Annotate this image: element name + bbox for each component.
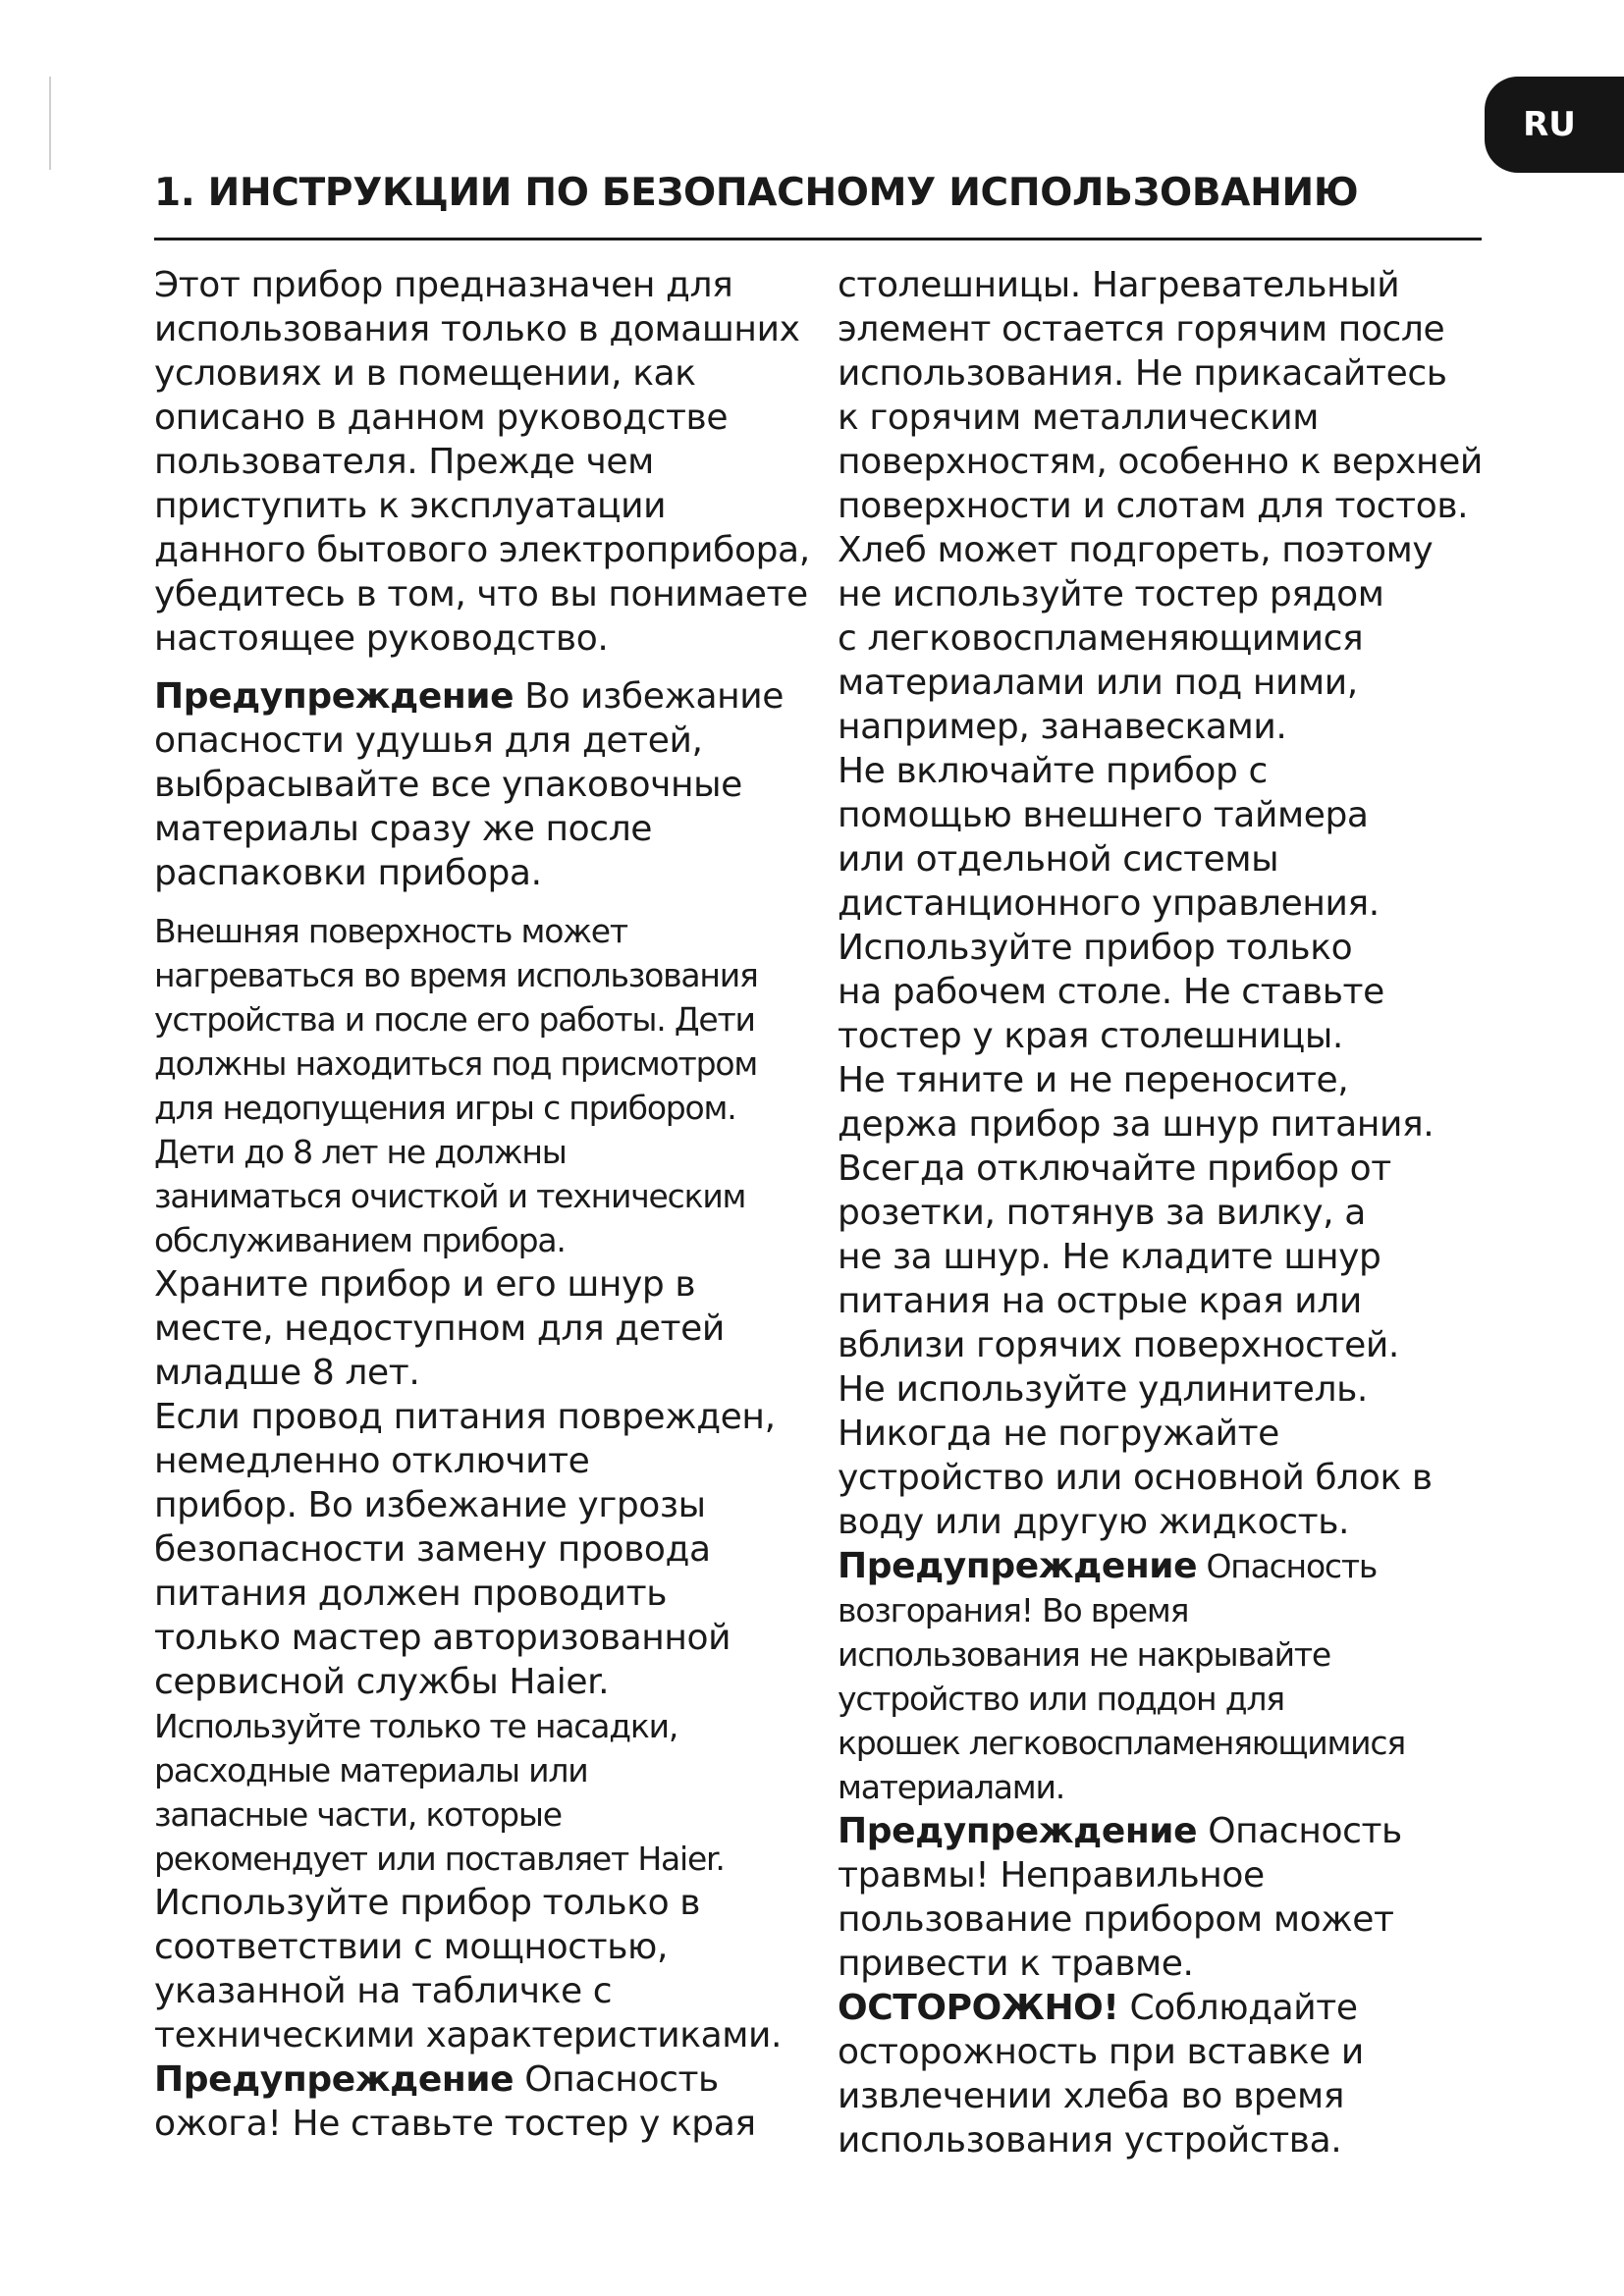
left-column bbox=[154, 263, 822, 2146]
fire-warning-paragraph bbox=[838, 1544, 1495, 1809]
accessories-paragraph: Используйте только те насадки, расходные материалы или запасные части, которые рекомендует или поставляет Haier. bbox=[154, 1707, 725, 1878]
warning-text: Опасность ожога! Не ставьте тостер у края bbox=[154, 2059, 756, 2144]
warning-label: Предупреждение bbox=[838, 1546, 1198, 1586]
language-tab: RU bbox=[1485, 77, 1624, 173]
caution-paragraph bbox=[838, 1986, 1495, 2163]
caution-label: ОСТОРОЖНО! bbox=[838, 1988, 1119, 2028]
caution-text: Соблюдайте осторожность при вставке и извлечении хлеба во время использования устройства. bbox=[838, 1988, 1364, 2161]
injury-warning-paragraph bbox=[838, 1809, 1495, 1986]
surface-heat-paragraph: Внешняя поверхность может нагреваться во время использования устройства и после его работы. Дети должны находиться под присмотром для недопущения игры с прибором. Дети до 8 лет не должны заниматься очисткой и техническим обслуживанием прибора. bbox=[154, 912, 758, 1259]
intro-paragraph: Этот прибор предназначен для использования только в домашних условиях и в помещении, как описано в данном руководстве пользователя. Прежде чем приступить к эксплуатации данного бытового электроприбора, убедитесь в том, что вы понимаете настоящее руководство. bbox=[154, 265, 810, 659]
warning-text: Опасность травмы! Неправильное пользование прибором может привести к травме. bbox=[838, 1811, 1402, 1984]
warning-label: Предупреждение bbox=[154, 2059, 514, 2100]
burn-warning-paragraph bbox=[154, 2057, 822, 2146]
packaging-warning-paragraph bbox=[154, 674, 822, 895]
section-title: 1. ИНСТРУКЦИИ ПО БЕЗОПАСНОМУ ИСПОЛЬЗОВАНИЮ bbox=[154, 171, 1359, 215]
power-rating-paragraph: Используйте прибор только в соответствии с мощностью, указанной на табличке с техническими характеристиками. bbox=[154, 1883, 783, 2056]
crop-mark bbox=[49, 77, 51, 170]
warning-label: Предупреждение bbox=[154, 676, 514, 717]
warning-text: Во избежание опасности удушья для детей, выбрасывайте все упаковочные материалы сразу же после распаковки прибора. bbox=[154, 676, 785, 893]
warning-label: Предупреждение bbox=[838, 1811, 1198, 1851]
cord-storage-paragraph: Храните прибор и его шнур в месте, недоступном для детей младше 8 лет. Если провод питания поврежден, немедленно отключите прибор. Во избежание угрозы безопасности замену провода питания должен проводить только мастер авторизованной сервисной службы Haier. bbox=[154, 1264, 776, 1702]
right-column bbox=[838, 263, 1495, 2163]
usage-paragraph: столешницы. Нагревательный элемент остается горячим после использования. Не прикасайтесь к горячим металлическим поверхностям, особенно к верхней поверхности и слотам для тостов. Хлеб может подгореть, поэтому не используйте тостер рядом с легковоспламеняющимися материалами или под ними, например, занавесками. Не включайте прибор с помощью внешнего таймера или отдельной системы дистанционного управления. Используйте прибор только на рабочем столе. Не ставьте тостер у края столешницы. Не тяните и не переносите, держа прибор за шнур питания. Всегда отключайте прибор от розетки, потянув за вилку, а не за шнур. Не кладите шнур питания на острые края или вблизи горячих поверхностей. Не используйте удлинитель. Никогда не погружайте устройство или основной блок в воду или другую жидкость. bbox=[838, 265, 1483, 1542]
title-divider bbox=[154, 238, 1482, 240]
warning-text: Опасность возгорания! Во время использования не накрывайте устройство или поддон для крошек легковоспламеняющимися материалами. bbox=[838, 1547, 1405, 1806]
